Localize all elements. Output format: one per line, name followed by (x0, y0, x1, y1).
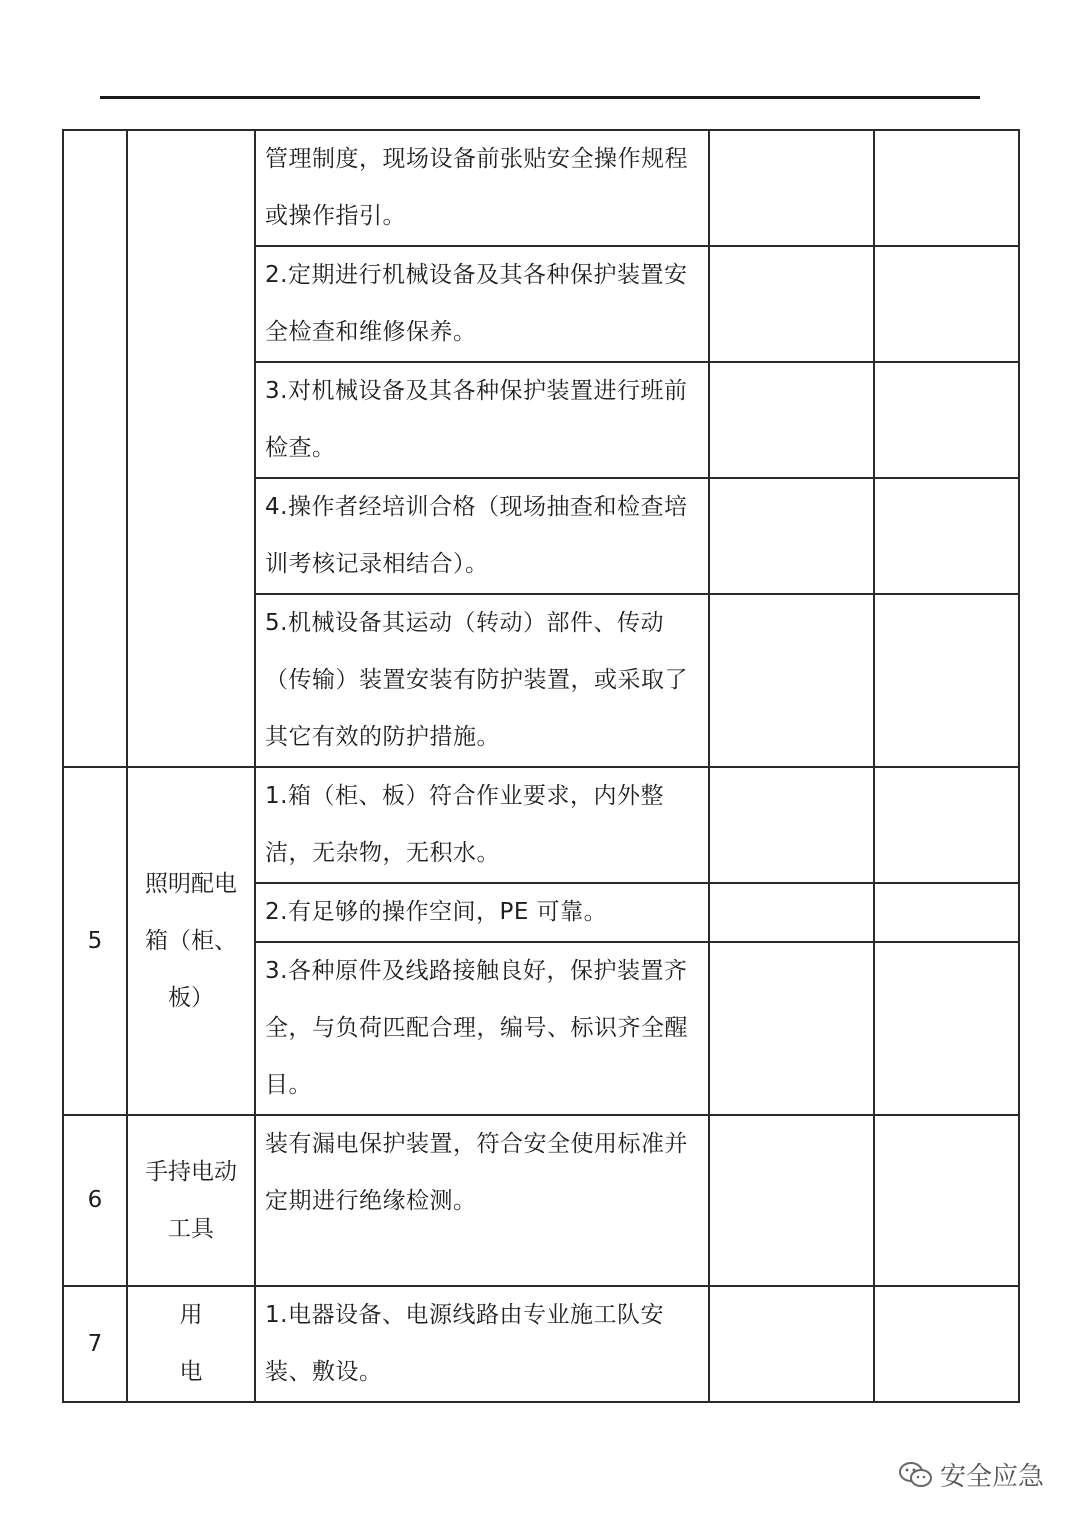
remarks-cell (874, 130, 1019, 246)
requirement-cell: 3.各种原件及线路接触良好，保护装置齐全，与负荷匹配合理，编号、标识齐全醒目。 (255, 942, 709, 1115)
table-row (63, 1115, 1019, 1286)
requirement-cell: 管理制度，现场设备前张贴安全操作规程或操作指引。 (255, 130, 709, 246)
requirement-cell: 4.操作者经培训合格（现场抽查和检查培训考核记录相结合）。 (255, 478, 709, 594)
remarks-cell (874, 478, 1019, 594)
remarks-cell (874, 1286, 1019, 1402)
check-result-cell (709, 767, 874, 883)
remarks-cell (874, 362, 1019, 478)
item-name: 照明配电箱（柜、板） (145, 870, 237, 1011)
check-result-cell (709, 246, 874, 362)
check-result-cell (709, 594, 874, 767)
check-result-cell (709, 478, 874, 594)
check-result-cell (709, 362, 874, 478)
item-name: 手持电动工具 (145, 1158, 237, 1242)
table-row (63, 767, 1019, 883)
remarks-cell (874, 883, 1019, 942)
item-name-cell (127, 130, 255, 767)
row-number-cell: 7 (63, 1286, 127, 1402)
row-number-cell: 5 (63, 767, 127, 1115)
table-row (63, 1286, 1019, 1402)
item-name-cell (127, 767, 255, 1115)
wechat-icon (898, 1460, 934, 1490)
requirement-cell: 2.有足够的操作空间，PE 可靠。 (255, 883, 709, 942)
table-row (63, 130, 1019, 246)
watermark-text: 安全应急 (939, 1462, 1044, 1492)
check-result-cell (709, 1286, 874, 1402)
requirement-cell: 3.对机械设备及其各种保护装置进行班前检查。 (255, 362, 709, 478)
source-watermark (898, 1456, 1044, 1493)
requirement-cell: 1.箱（柜、板）符合作业要求，内外整洁，无杂物，无积水。 (255, 767, 709, 883)
item-name-line: 用 (179, 1302, 203, 1328)
remarks-cell (874, 942, 1019, 1115)
item-name-line: 电 (179, 1359, 203, 1385)
requirement-cell: 1.电器设备、电源线路由专业施工队安装、敷设。 (255, 1286, 709, 1402)
requirement-cell: 装有漏电保护装置，符合安全使用标准并定期进行绝缘检测。 (255, 1115, 709, 1286)
safety-checklist-table (62, 129, 1020, 1403)
remarks-cell (874, 1115, 1019, 1286)
header-rule (100, 96, 980, 99)
row-number-cell: 6 (63, 1115, 127, 1286)
check-result-cell (709, 942, 874, 1115)
row-number-cell (63, 130, 127, 767)
requirement-cell: 2.定期进行机械设备及其各种保护装置安全检查和维修保养。 (255, 246, 709, 362)
item-name-cell (127, 1286, 255, 1402)
remarks-cell (874, 594, 1019, 767)
requirement-cell: 5.机械设备其运动（转动）部件、传动（传输）装置安装有防护装置，或采取了其它有效的防护措施。 (255, 594, 709, 767)
item-name-cell (127, 1115, 255, 1286)
check-result-cell (709, 1115, 874, 1286)
remarks-cell (874, 246, 1019, 362)
check-result-cell (709, 883, 874, 942)
remarks-cell (874, 767, 1019, 883)
check-result-cell (709, 130, 874, 246)
